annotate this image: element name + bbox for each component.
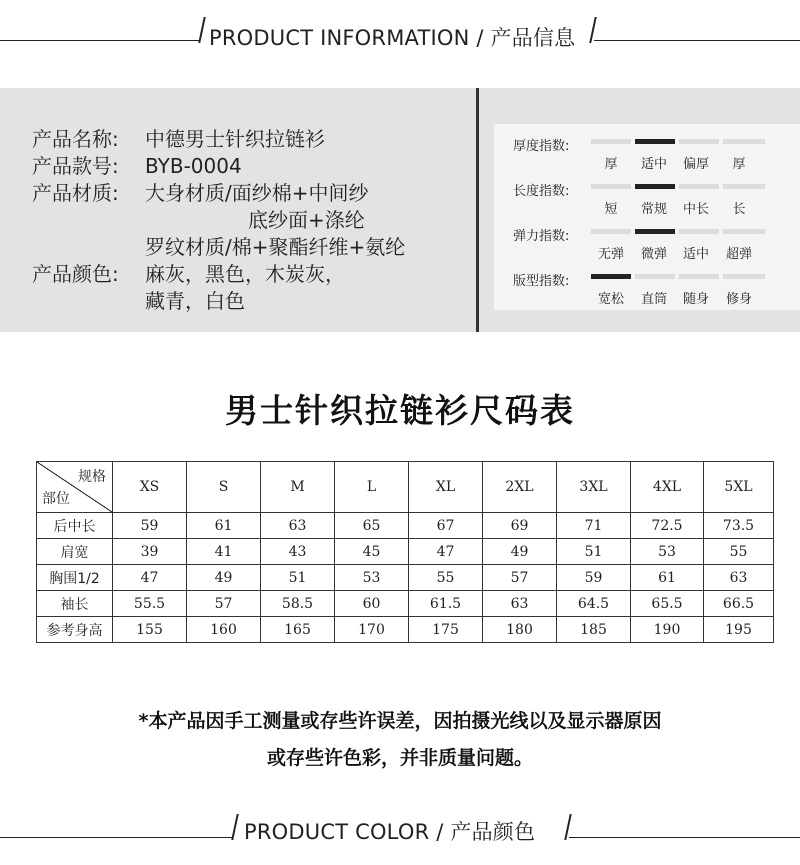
measurement-value-cell: 61 <box>187 513 261 539</box>
info-label: 产品名称: <box>32 127 119 151</box>
measurement-value-cell: 64.5 <box>557 591 631 617</box>
measurement-value-cell: 41 <box>187 539 261 565</box>
info-value: 麻灰，黑色，木炭灰， <box>145 262 345 286</box>
index-option: 适中 <box>640 157 668 172</box>
index-row <box>494 177 800 223</box>
measurement-value-cell: 43 <box>261 539 335 565</box>
measurement-value-cell: 72.5 <box>631 513 704 539</box>
measurement-value-cell: 190 <box>631 617 704 643</box>
measurement-value-cell: 57 <box>483 565 557 591</box>
table-row <box>37 617 774 643</box>
measurement-value-cell: 47 <box>409 539 483 565</box>
measurement-value-cell: 65.5 <box>631 591 704 617</box>
measurement-value-cell: 66.5 <box>704 591 774 617</box>
table-row <box>37 513 774 539</box>
index-segment <box>635 274 675 279</box>
index-segment <box>591 184 631 189</box>
info-value: 中德男士针织拉链衫 <box>145 127 325 151</box>
index-segment <box>723 184 765 189</box>
size-header-cell: S <box>187 462 261 513</box>
measurement-value-cell: 170 <box>335 617 409 643</box>
measurement-value-cell: 59 <box>557 565 631 591</box>
measurement-value-cell: 53 <box>335 565 409 591</box>
table-row <box>37 565 774 591</box>
index-option: 常规 <box>640 202 668 217</box>
index-option: 直筒 <box>640 292 668 307</box>
measurement-value-cell: 65 <box>335 513 409 539</box>
corner-label-part: 部位 <box>42 491 70 507</box>
measurement-value-cell: 185 <box>557 617 631 643</box>
index-segment-active <box>635 229 675 234</box>
note-line-1: *本产品因手工测量或存些许误差，因拍摄光线以及显示器原因 <box>138 710 662 732</box>
measurement-label-cell: 参考身高 <box>37 617 113 643</box>
info-value-continued: 罗纹材质/棉+聚酯纤维+氨纶 <box>145 235 406 259</box>
index-segment <box>591 229 631 234</box>
size-header-cell: M <box>261 462 335 513</box>
index-segment <box>723 229 765 234</box>
measurement-value-cell: 51 <box>261 565 335 591</box>
measurement-value-cell: 61 <box>631 565 704 591</box>
index-option: 厚 <box>732 157 746 172</box>
measurement-value-cell: 61.5 <box>409 591 483 617</box>
index-option: 短 <box>604 202 618 217</box>
size-header-cell: 5XL <box>704 462 774 513</box>
note-line-2: 或存些许色彩，并非质量问题。 <box>266 747 533 769</box>
size-header-cell: 4XL <box>631 462 704 513</box>
size-header-cell: 3XL <box>557 462 631 513</box>
measurement-value-cell: 67 <box>409 513 483 539</box>
section-header-product-information <box>0 8 800 48</box>
index-label: 厚度指数: <box>513 139 570 154</box>
info-label: 产品颜色: <box>32 262 119 286</box>
measurement-value-cell: 49 <box>187 565 261 591</box>
measurement-value-cell: 175 <box>409 617 483 643</box>
info-value: 大身材质/面纱棉+中间纱 <box>145 181 369 205</box>
index-row <box>494 132 800 178</box>
index-row <box>494 267 800 313</box>
index-segment <box>723 139 765 144</box>
index-segment-active <box>635 139 675 144</box>
header-rule-left <box>0 837 233 838</box>
index-segment-active <box>635 184 675 189</box>
size-chart-table <box>36 461 774 643</box>
measurement-value-cell: 39 <box>113 539 187 565</box>
measurement-label-cell: 肩宽 <box>37 539 113 565</box>
measurement-value-cell: 58.5 <box>261 591 335 617</box>
measurement-value-cell: 73.5 <box>704 513 774 539</box>
index-option: 长 <box>732 202 746 217</box>
section-title: PRODUCT INFORMATION / 产品信息 <box>209 26 576 50</box>
diagonal-header <box>37 462 112 512</box>
corner-label-spec: 规格 <box>78 469 106 485</box>
header-rule-right <box>569 837 800 838</box>
info-value: BYB-0004 <box>145 154 242 178</box>
measurement-value-cell: 55 <box>409 565 483 591</box>
index-label: 弹力指数: <box>513 229 570 244</box>
product-info-panel <box>0 88 800 332</box>
measurement-value-cell: 63 <box>483 591 557 617</box>
product-indices-card <box>494 124 800 310</box>
measurement-value-cell: 53 <box>631 539 704 565</box>
measurement-value-cell: 63 <box>261 513 335 539</box>
info-row <box>32 261 405 288</box>
measurement-value-cell: 71 <box>557 513 631 539</box>
header-slash-left <box>198 17 205 43</box>
panel-divider <box>476 88 479 332</box>
measurement-value-cell: 55.5 <box>113 591 187 617</box>
index-option: 厚 <box>604 157 618 172</box>
table-header-row <box>37 462 774 513</box>
index-option: 随身 <box>682 292 710 307</box>
index-segment <box>679 229 719 234</box>
section-title: PRODUCT COLOR / 产品颜色 <box>244 820 536 844</box>
measurement-value-cell: 55 <box>704 539 774 565</box>
measurement-value-cell: 195 <box>704 617 774 643</box>
measurement-value-cell: 160 <box>187 617 261 643</box>
measurement-value-cell: 165 <box>261 617 335 643</box>
index-option: 适中 <box>682 247 710 262</box>
index-row <box>494 222 800 268</box>
index-label: 长度指数: <box>513 184 570 199</box>
measurement-value-cell: 49 <box>483 539 557 565</box>
index-segment <box>723 274 765 279</box>
measurement-value-cell: 69 <box>483 513 557 539</box>
index-segment <box>679 139 719 144</box>
measurement-value-cell: 59 <box>113 513 187 539</box>
measurement-label-cell: 胸围1/2 <box>37 565 113 591</box>
info-row <box>32 180 405 207</box>
index-option: 宽松 <box>597 292 625 307</box>
info-row <box>32 153 405 180</box>
measurement-value-cell: 60 <box>335 591 409 617</box>
measurement-label-cell: 袖长 <box>37 591 113 617</box>
table-row <box>37 539 774 565</box>
header-slash-left <box>231 814 238 840</box>
measurement-value-cell: 51 <box>557 539 631 565</box>
size-header-cell: 2XL <box>483 462 557 513</box>
index-option: 超弹 <box>725 247 753 262</box>
index-option: 中长 <box>682 202 710 217</box>
measurement-value-cell: 180 <box>483 617 557 643</box>
index-segment <box>679 184 719 189</box>
index-segment <box>679 274 719 279</box>
section-header-product-color <box>0 808 800 848</box>
measurement-value-cell: 155 <box>113 617 187 643</box>
info-label: 产品材质: <box>32 181 119 205</box>
size-header-cell: XS <box>113 462 187 513</box>
measurement-label-cell: 后中长 <box>37 513 113 539</box>
size-chart-title: 男士针织拉链衫尺码表 <box>225 391 575 430</box>
measurement-note <box>0 703 800 777</box>
index-label: 版型指数: <box>513 274 570 289</box>
size-header-cell: XL <box>409 462 483 513</box>
measurement-value-cell: 47 <box>113 565 187 591</box>
measurement-value-cell: 45 <box>335 539 409 565</box>
info-value-continued: 底纱面+涤纶 <box>248 208 365 232</box>
index-option: 修身 <box>725 292 753 307</box>
measurement-value-cell: 57 <box>187 591 261 617</box>
index-segment-active <box>591 274 631 279</box>
info-value-continued: 藏青，白色 <box>145 289 245 313</box>
size-header-cell: L <box>335 462 409 513</box>
info-row <box>32 126 405 153</box>
index-option: 微弹 <box>640 247 668 262</box>
header-rule-right <box>594 40 800 41</box>
index-segment <box>591 139 631 144</box>
info-label: 产品款号: <box>32 154 119 178</box>
measurement-value-cell: 63 <box>704 565 774 591</box>
index-option: 无弹 <box>597 247 625 262</box>
header-rule-left <box>0 40 200 41</box>
table-corner-cell <box>37 462 113 513</box>
table-row <box>37 591 774 617</box>
product-info-list <box>32 126 405 315</box>
index-option: 偏厚 <box>682 157 710 172</box>
